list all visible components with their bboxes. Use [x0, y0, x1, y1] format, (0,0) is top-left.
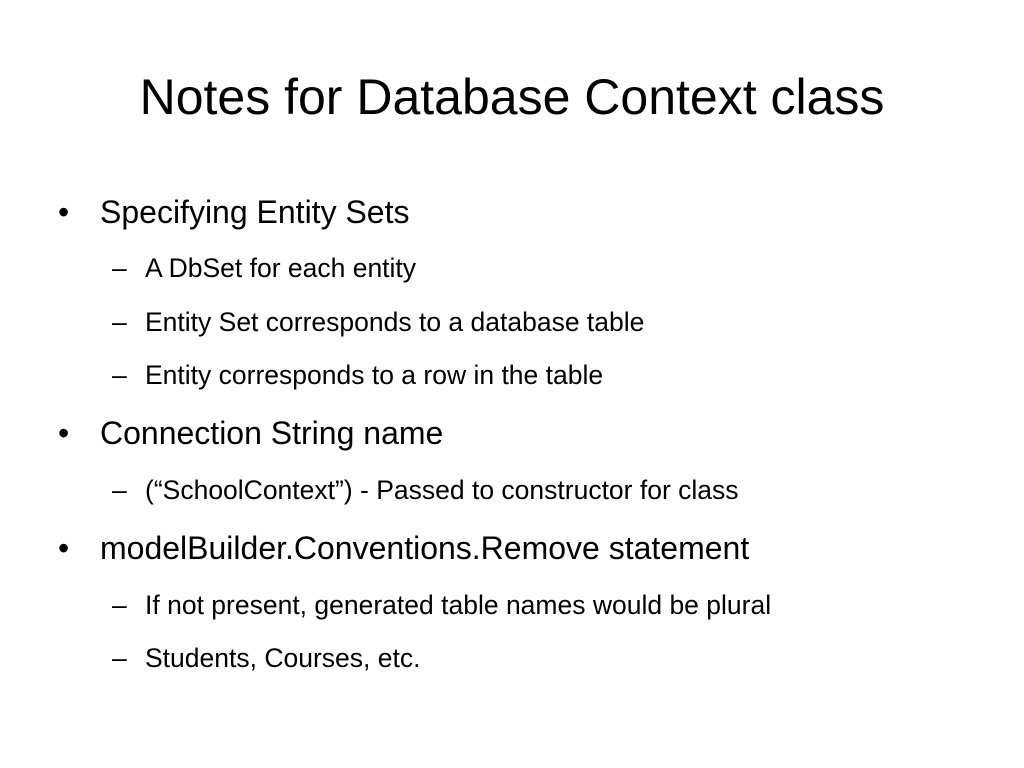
sub-bullet-item	[112, 251, 417, 285]
bullet-marker: •	[58, 194, 70, 230]
sub-bullet-item	[112, 588, 772, 622]
sub-bullet-text: Entity Set corresponds to a database table	[145, 307, 645, 337]
sub-bullet-item	[112, 358, 604, 392]
bullet-marker: •	[58, 415, 70, 451]
sub-bullet-text: Entity corresponds to a row in the table	[145, 360, 604, 390]
bullet-item	[58, 528, 750, 568]
sub-bullet-text: If not present, generated table names would be plural	[145, 590, 772, 620]
dash-marker: –	[112, 253, 127, 283]
sub-bullet-text: (“SchoolContext”) - Passed to constructor for class	[145, 475, 739, 505]
bullet-marker: •	[58, 530, 70, 566]
dash-marker: –	[112, 475, 127, 505]
dash-marker: –	[112, 307, 127, 337]
bullet-text: Specifying Entity Sets	[100, 194, 410, 230]
dash-marker: –	[112, 643, 127, 673]
bullet-text: modelBuilder.Conventions.Remove statement	[100, 530, 750, 566]
dash-marker: –	[112, 590, 127, 620]
sub-bullet-text: A DbSet for each entity	[145, 253, 417, 283]
bullet-item	[58, 192, 410, 232]
dash-marker: –	[112, 360, 127, 390]
sub-bullet-text: Students, Courses, etc.	[145, 643, 421, 673]
sub-bullet-item	[112, 473, 739, 507]
sub-bullet-item	[112, 305, 645, 339]
slide-title: Notes for Database Context class	[139, 69, 885, 125]
sub-bullet-item	[112, 641, 421, 675]
bullet-item	[58, 413, 444, 453]
bullet-text: Connection String name	[100, 415, 444, 451]
